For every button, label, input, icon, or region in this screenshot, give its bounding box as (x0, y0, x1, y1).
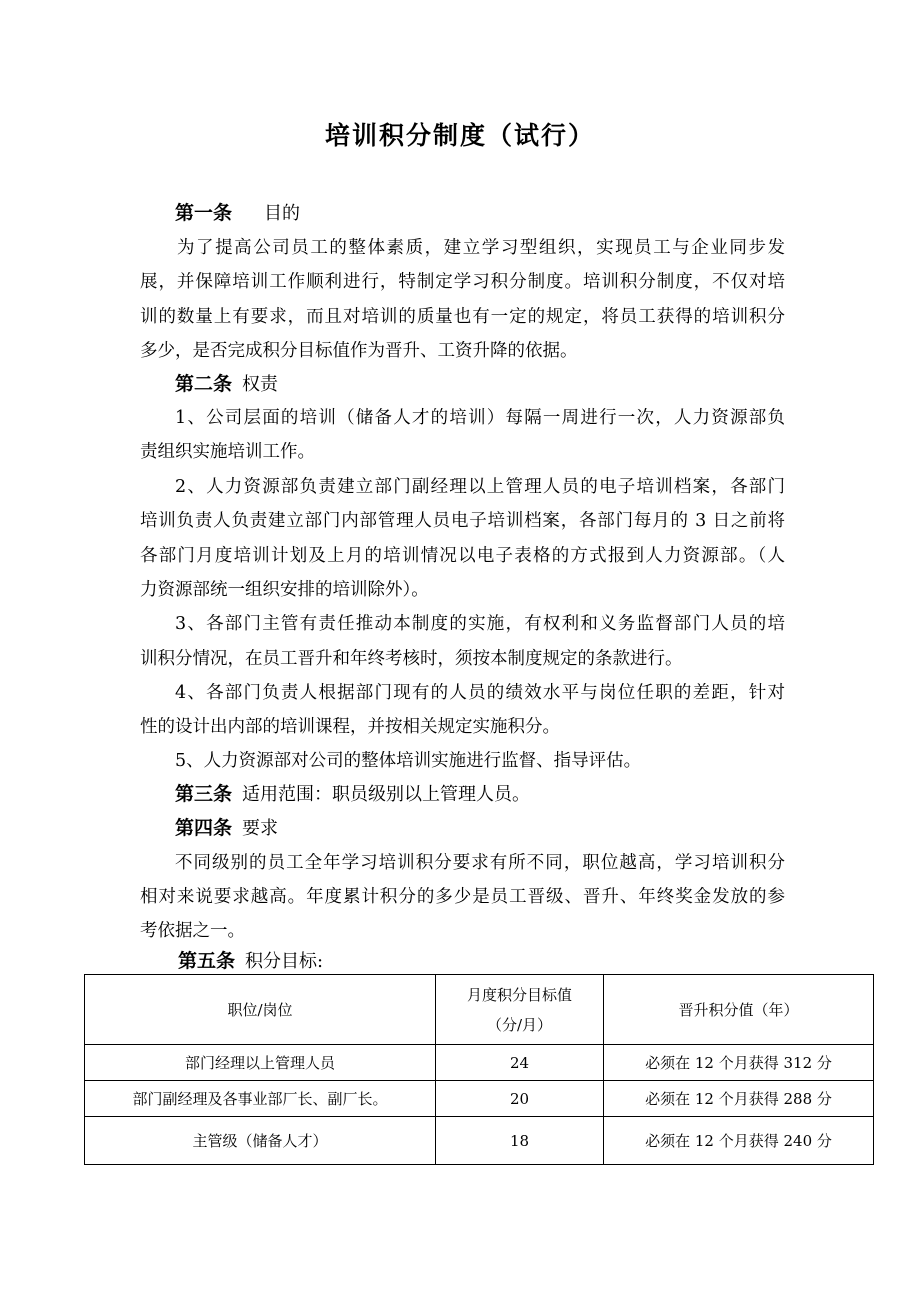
table-header-row (85, 975, 874, 1045)
article-3-name: 适用范围：职员级别以上管理人员。 (242, 784, 531, 805)
paragraph-line: 为了提高公司员工的整体素质，建立学习型组织，实现员工与企业同步发 (177, 238, 785, 258)
paragraph-line: 责组织实施培训工作。 (140, 442, 315, 462)
article-5-heading (178, 949, 323, 974)
paragraph-line: 培训负责人负责建立部门内部管理人员电子培训档案，各部门每月的 3 日之前将 (140, 511, 785, 531)
article-2-number: 第二条 (175, 373, 233, 395)
article-1-name: 目的 (264, 203, 301, 224)
table-row (85, 1081, 874, 1117)
cell-monthly-target: 20 (436, 1081, 604, 1117)
article-1-heading (175, 201, 300, 226)
paragraph-line: 不同级别的员工全年学习培训积分要求有所不同，职位越高，学习培训积分 (175, 853, 785, 873)
article-4-heading (175, 816, 278, 841)
paragraph-line: 1、公司层面的培训（储备人才的培训）每隔一周进行一次，人力资源部负 (175, 408, 785, 428)
cell-monthly-target: 24 (436, 1045, 604, 1081)
paragraph-line: 展，并保障培训工作顺利进行，特制定学习积分制度。培训积分制度，不仅对培 (140, 272, 785, 292)
cell-promotion-points: 必须在 12 个月获得 288 分 (604, 1081, 874, 1117)
header-monthly-target (436, 975, 604, 1045)
article-1-number: 第一条 (175, 202, 233, 224)
paragraph-line: 性的设计出内部的培训课程，并按相关规定实施积分。 (140, 717, 560, 737)
article-3-number: 第三条 (175, 783, 233, 805)
article-5-number: 第五条 (178, 950, 236, 972)
article-2-heading (175, 372, 278, 397)
table-row (85, 1045, 874, 1081)
paragraph-line: 3、各部门主管有责任推动本制度的实施，有权利和义务监督部门人员的培 (175, 614, 785, 634)
paragraph-line: 4、各部门负责人根据部门现有的人员的绩效水平与岗位任职的差距，针对 (175, 683, 785, 703)
cell-position: 部门经理以上管理人员 (85, 1045, 436, 1081)
paragraph-line: 训的数量上有要求，而且对培训的质量也有一定的规定，将员工获得的培训积分 (140, 307, 785, 327)
article-3-heading (175, 782, 530, 807)
article-4-name: 要求 (242, 818, 279, 839)
header-promotion-points: 晋升积分值（年） (604, 975, 874, 1045)
table-row (85, 1117, 874, 1165)
cell-promotion-points: 必须在 12 个月获得 240 分 (604, 1117, 874, 1165)
paragraph-line: 相对来说要求越高。年度累计积分的多少是员工晋级、晋升、年终奖金发放的参 (140, 887, 785, 907)
paragraph-line: 各部门月度培训计划及上月的培训情况以电子表格的方式报到人力资源部。（人 (140, 546, 785, 566)
document-title: 培训积分制度（试行） (324, 121, 595, 150)
header-monthly-target-line2: （分/月） (486, 1015, 553, 1034)
paragraph-line: 5、人力资源部对公司的整体培训实施进行监督、指导评估。 (175, 751, 642, 771)
cell-monthly-target: 18 (436, 1117, 604, 1165)
header-position: 职位/岗位 (85, 975, 436, 1045)
paragraph-line: 训积分情况，在员工晋升和年终考核时，须按本制度规定的条款进行。 (140, 649, 683, 669)
paragraph-line: 2、人力资源部负责建立部门副经理以上管理人员的电子培训档案，各部门 (175, 477, 785, 497)
article-2-name: 权责 (242, 374, 279, 395)
paragraph-line: 多少，是否完成积分目标值作为晋升、工资升降的依据。 (140, 341, 578, 361)
paragraph-line: 考依据之一。 (140, 921, 245, 941)
cell-position: 主管级（储备人才） (85, 1117, 436, 1165)
article-4-number: 第四条 (175, 817, 233, 839)
cell-position: 部门副经理及各事业部厂长、副厂长。 (85, 1081, 436, 1117)
header-monthly-target-line1: 月度积分目标值 (466, 985, 572, 1004)
cell-promotion-points: 必须在 12 个月获得 312 分 (604, 1045, 874, 1081)
points-target-table (84, 974, 874, 1165)
paragraph-line: 力资源部统一组织安排的培训除外）。 (140, 580, 429, 600)
article-5-name: 积分目标: (245, 951, 324, 972)
